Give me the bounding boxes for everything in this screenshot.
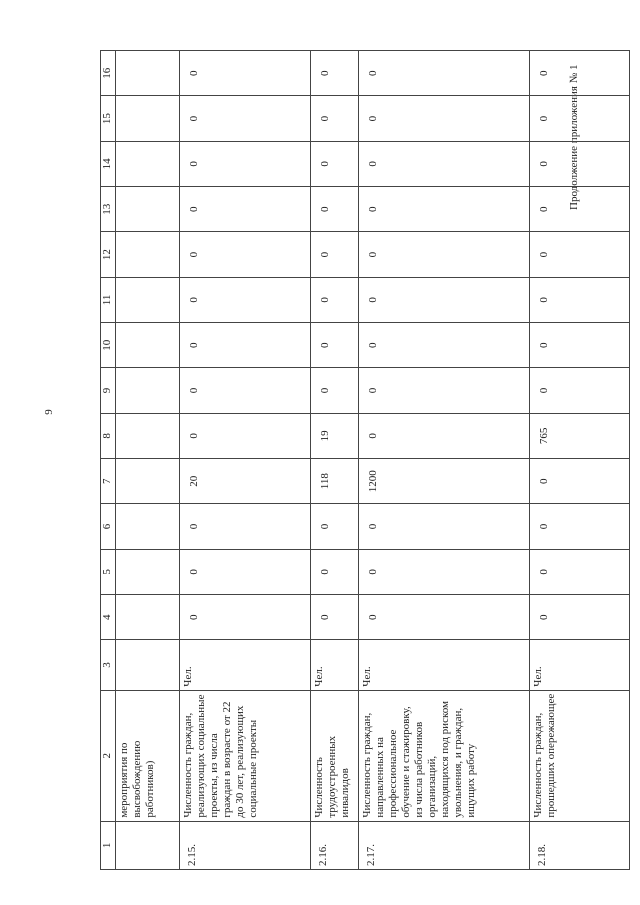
row-value xyxy=(116,368,180,413)
row-value: 19 xyxy=(310,413,358,458)
col-header: 8 xyxy=(101,413,116,458)
col-header: 10 xyxy=(101,323,116,368)
row-value: 0 xyxy=(310,141,358,186)
row-unit xyxy=(116,640,180,690)
row-value: 0 xyxy=(358,368,529,413)
row-name: Численность граждан, реализующих социальные проекты, из числа граждан в возрасте от 22 до 30 лет, реализующих социальные проекты xyxy=(180,690,310,821)
row-value: 0 xyxy=(529,51,629,96)
row-value xyxy=(116,96,180,141)
row-value: 0 xyxy=(358,187,529,232)
row-value xyxy=(116,504,180,549)
row-value xyxy=(116,595,180,640)
row-value xyxy=(116,187,180,232)
row-value: 0 xyxy=(310,96,358,141)
row-value: 20 xyxy=(180,459,310,504)
row-value: 0 xyxy=(529,459,629,504)
row-value: 0 xyxy=(180,277,310,322)
row-value: 0 xyxy=(529,141,629,186)
row-value: 0 xyxy=(529,323,629,368)
row-value: 0 xyxy=(529,504,629,549)
table-row xyxy=(529,51,629,870)
row-value: 0 xyxy=(180,96,310,141)
row-unit: Чел. xyxy=(180,640,310,690)
row-value: 0 xyxy=(180,413,310,458)
col-header: 14 xyxy=(101,141,116,186)
page-number: 9 xyxy=(42,409,55,415)
row-value: 0 xyxy=(180,187,310,232)
col-header: 15 xyxy=(101,96,116,141)
row-value: 0 xyxy=(358,595,529,640)
col-header: 6 xyxy=(101,504,116,549)
row-value: 0 xyxy=(358,51,529,96)
row-value: 118 xyxy=(310,459,358,504)
row-value xyxy=(116,323,180,368)
row-value xyxy=(116,549,180,594)
row-value: 0 xyxy=(529,232,629,277)
row-value xyxy=(116,459,180,504)
row-value xyxy=(116,141,180,186)
row-value: 0 xyxy=(180,504,310,549)
row-unit: Чел. xyxy=(310,640,358,690)
row-value: 0 xyxy=(358,504,529,549)
row-value: 0 xyxy=(310,504,358,549)
appendix-label: Продолжение приложения № 1 xyxy=(568,64,580,210)
row-value: 0 xyxy=(358,323,529,368)
row-unit: Чел. xyxy=(529,640,629,690)
col-header: 4 xyxy=(101,595,116,640)
row-value: 0 xyxy=(529,187,629,232)
row-value: 0 xyxy=(310,51,358,96)
row-value: 0 xyxy=(180,595,310,640)
table-row xyxy=(358,51,529,870)
row-value: 0 xyxy=(529,549,629,594)
row-value xyxy=(116,277,180,322)
row-value: 0 xyxy=(358,141,529,186)
col-header: 16 xyxy=(101,51,116,96)
row-value: 0 xyxy=(310,549,358,594)
header-row xyxy=(101,51,116,870)
table-row xyxy=(116,51,180,870)
row-id: 2.15. xyxy=(180,821,310,869)
row-name: мероприятия по высвобождению работников) xyxy=(116,690,180,821)
row-value: 0 xyxy=(180,323,310,368)
row-value: 0 xyxy=(310,232,358,277)
row-value: 0 xyxy=(180,232,310,277)
row-value: 765 xyxy=(529,413,629,458)
row-value: 0 xyxy=(180,51,310,96)
row-value: 0 xyxy=(529,277,629,322)
col-header: 1 xyxy=(101,821,116,869)
col-header: 3 xyxy=(101,640,116,690)
rotated-table-wrapper xyxy=(100,50,630,870)
row-value: 0 xyxy=(180,368,310,413)
row-value: 0 xyxy=(358,96,529,141)
row-value: 0 xyxy=(310,277,358,322)
row-unit: Чел. xyxy=(358,640,529,690)
row-value: 0 xyxy=(358,549,529,594)
row-value: 0 xyxy=(358,413,529,458)
col-header: 7 xyxy=(101,459,116,504)
row-value: 0 xyxy=(310,187,358,232)
table-row xyxy=(310,51,358,870)
row-value: 0 xyxy=(310,368,358,413)
col-header: 13 xyxy=(101,187,116,232)
row-value: 0 xyxy=(180,549,310,594)
row-name: Численность трудоустроенных инвалидов xyxy=(310,690,358,821)
col-header: 12 xyxy=(101,232,116,277)
row-id: 2.16. xyxy=(310,821,358,869)
row-value: 0 xyxy=(310,595,358,640)
col-header: 9 xyxy=(101,368,116,413)
col-header: 2 xyxy=(101,690,116,821)
row-value: 0 xyxy=(529,96,629,141)
row-id: 2.17. xyxy=(358,821,529,869)
col-header: 11 xyxy=(101,277,116,322)
row-value: 0 xyxy=(529,368,629,413)
table-row xyxy=(180,51,310,870)
row-name: Численность граждан, прошедших опережающее xyxy=(529,690,629,821)
indicators-table xyxy=(100,50,630,870)
col-header: 5 xyxy=(101,549,116,594)
row-value: 0 xyxy=(358,232,529,277)
row-value: 0 xyxy=(180,141,310,186)
row-value xyxy=(116,51,180,96)
row-id: 2.18. xyxy=(529,821,629,869)
row-value xyxy=(116,413,180,458)
row-value: 0 xyxy=(310,323,358,368)
row-name: Численность граждан, направленных на профессиональное обучение и стажировку, из числа работников организаций, находящихся под риском увольнения, и граждан, ищущих работу xyxy=(358,690,529,821)
row-id xyxy=(116,821,180,869)
row-value xyxy=(116,232,180,277)
row-value: 1200 xyxy=(358,459,529,504)
row-value: 0 xyxy=(529,595,629,640)
row-value: 0 xyxy=(358,277,529,322)
